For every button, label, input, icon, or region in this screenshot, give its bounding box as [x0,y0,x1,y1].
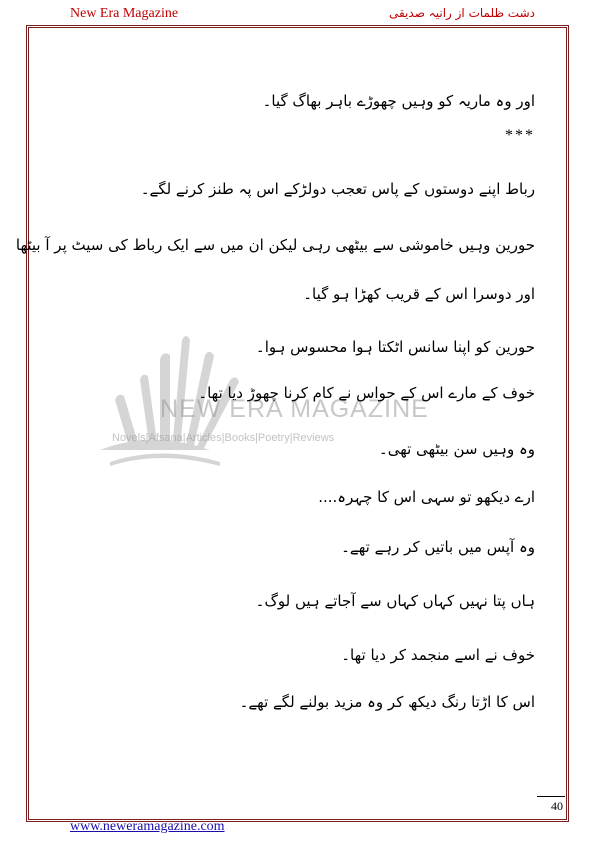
body-line-2: رباط اپنے دوستوں کے پاس تعجب دولڑکے اس پہ طنز کرنے لگے۔ [140,180,535,198]
page-number-rule [537,796,565,797]
body-line-4: اور دوسرا اس کے قریب کھڑا ہو گیا۔ [303,285,535,303]
story-title-author: دشت ظلمات از رانیہ صدیقی [388,6,535,20]
body-line-3: حورین وہیں خاموشی سے بیٹھی رہی لیکن ان میں سے ایک رباط کی سیٹ پر آ بیٹھا [15,236,535,254]
body-line-6: خوف کے مارے اس کے حواس نے کام کرنا چھوڑ دیا تھا۔ [198,384,535,402]
website-link[interactable]: www.neweramagazine.com [70,819,225,834]
body-line-11: خوف نے اسے منجمد کر دیا تھا۔ [341,646,535,664]
page-number: 40 [551,799,563,813]
watermark-subtitle: Novels|Afsana|Articles|Books|Poetry|Reviews [112,432,335,444]
section-separator: *** [505,127,535,144]
body-line-12: اس کا اڑتا رنگ دیکھ کر وہ مزید بولنے لگے تھے۔ [239,693,535,711]
body-line-5: حورین کو اپنا سانس اٹکتا ہوا محسوس ہوا۔ [255,338,535,356]
magazine-name: New Era Magazine [70,6,179,21]
body-line-8: ارے دیکھو تو سہی اس کا چہرہ.... [318,488,535,506]
body-line-10: ہاں پتا نہیں کہاں کہاں سے آجاتے ہیں لوگ۔ [255,592,535,610]
body-line-9: وہ آپس میں باتیں کر رہے تھے۔ [341,538,535,556]
body-line-1: اور وہ ماریہ کو وہیں چھوڑے باہر بھاگ گیا۔ [262,92,535,110]
watermark-title: NEW ERA MAGAZINE [160,395,429,423]
body-line-7: وہ وہیں سن بیٹھی تھی۔ [378,440,535,458]
